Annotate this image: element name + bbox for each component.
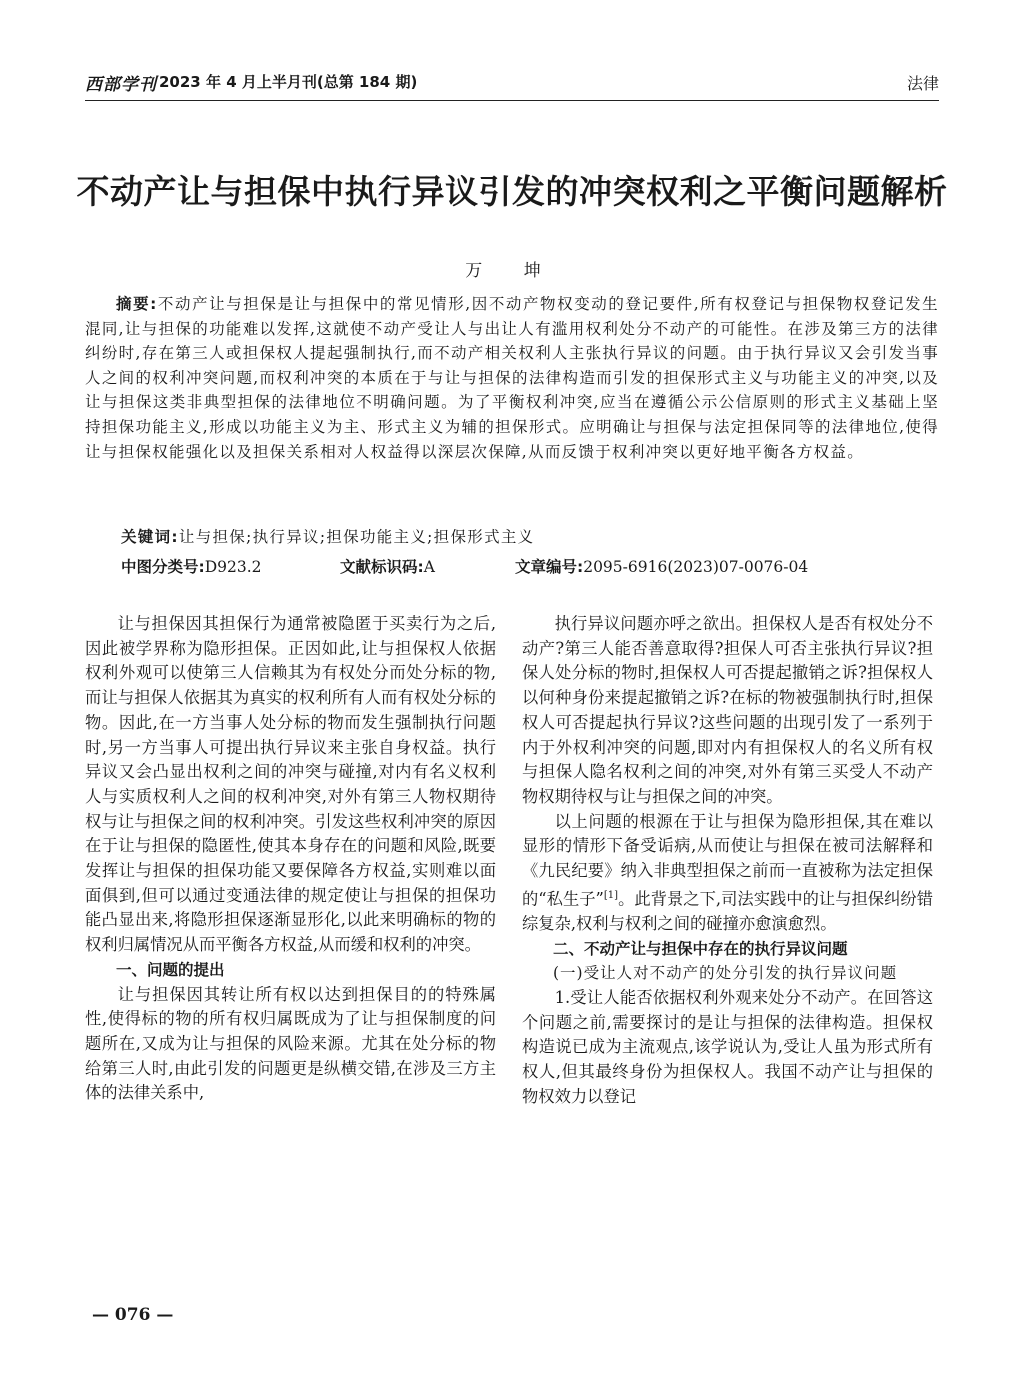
subsection-heading: (一)受让人对不动产的处分引发的执行异议问题: [553, 964, 898, 983]
issue-info: 2023 年 4 月上半月刊(总第 184 期): [159, 73, 418, 91]
doc-code-value: A: [423, 558, 435, 576]
section-heading: 一、问题的提出: [116, 960, 225, 979]
abstract: [85, 292, 939, 464]
clc-value: D923.2: [204, 558, 262, 576]
paragraph: [522, 810, 933, 937]
body-column-right: [522, 612, 933, 1109]
section-name: 法律: [906, 74, 939, 93]
keywords-text: 让与担保;执行异议;担保功能主义;担保形式主义: [178, 528, 535, 546]
paragraph-text: 。此背景之下,司法实践中的让与担保纠纷错综复杂,权利与权利之间的碰撞亦愈演愈烈。: [522, 889, 933, 933]
header-rule: [85, 100, 939, 101]
article-title: 不动产让与担保中执行异议引发的冲突权利之平衡问题解析: [76, 172, 948, 211]
page-number: — 076 —: [92, 1305, 174, 1325]
paragraph: 1.受让人能否依据权利外观来处分不动产。在回答这个问题之前,需要探讨的是让与担保的法律构造。担保权构造说已成为主流观点,该学说认为,受让人虽为形式所有权人,但其最终身份为担保权人。我国不动产让与担保的物权效力以登记: [522, 987, 933, 1106]
journal-logo: 西部学刊: [85, 75, 157, 95]
section-heading: 二、不动产让与担保中存在的执行异议问题: [553, 939, 848, 958]
abstract-text: 不动产让与担保是让与担保中的常见情形,因不动产物权变动的登记要件,所有权登记与担保物权登记发生混同,让与担保的功能难以发挥,这就使不动产受让人与出让人有滥用权利处分不动产的可能性。在涉及第三方的法律纠纷时,存在第三人或担保权人提起强制执行,而不动产相关权利人主张执行异议的问题。由于执行异议又会引发当事人之间的权利冲突问题,而权利冲突的本质在于与让与担保的法律构造而引发的担保形式主义与功能主义的冲突,以及让与担保这类非典型担保的法律地位不明确问题。为了平衡权利冲突,应当在遵循公示公信原则的形式主义基础上坚持担保功能主义,形成以功能主义为主、形式主义为辅的担保形式。应明确让与担保与法定担保同等的法律地位,使得让与担保权能强化以及担保关系相对人权益得以深层次保障,从而反馈于权利冲突以更好地平衡各方权益。: [85, 295, 939, 461]
article-no-value: 2095-6916(2023)07-0076-04: [583, 558, 809, 576]
keywords-label: 关键词:: [121, 528, 179, 546]
clc-label: 中图分类号:: [121, 558, 205, 576]
paragraph: 执行异议问题亦呼之欲出。担保权人是否有权处分不动产?第三人能否善意取得?担保人可否主张执行异议?担保人处分标的物时,担保权人可否提起撤销之诉?担保权人以何种身份来提起撤销之诉?在标的物被强制执行时,担保权人可否提起执行异议?这些问题的出现引发了一系列于内于外权利冲突的问题,即对内有担保权人的名义所有权与担保人隐名权利之间的冲突,对外有第三买受人不动产物权期待权与让与担保之间的冲突。: [522, 614, 933, 806]
article-no-label: 文章编号:: [515, 558, 584, 576]
body-column-left: [85, 612, 496, 1106]
paragraph: 让与担保因其担保行为通常被隐匿于买卖行为之后,因此被学界称为隐形担保。正因如此,让与担保权人依据权利外观可以使第三人信赖其为有权处分而处分标的物,而让与担保人依据其为真实的权利所有人而有权处分标的物。因此,在一方当事人处分标的物而发生强制执行问题时,另一方当事人可提出执行异议来主张自身权益。执行异议又会凸显出权利之间的冲突与碰撞,对内有名义权利人与实质权利人之间的权利冲突,对外有第三人物权期待权与让与担保之间的权利冲突。引发这些权利冲突的原因在于让与担保的隐匿性,使其本身存在的问题和风险,既要发挥让与担保的担保功能又要保障各方权益,实则难以面面俱到,但可以通过变通法律的规定使让与担保的担保功能凸显出来,将隐形担保逐渐显形化,以此来明确标的物的权利归属情况从而平衡各方权益,从而缓和权利的冲突。: [85, 614, 496, 955]
keywords: [121, 525, 534, 547]
paragraph: 让与担保因其转让所有权以达到担保目的的特殊属性,使得标的物的所有权归属既成为了让与担保制度的问题所在,又成为让与担保的风险来源。尤其在处分标的物给第三人时,由此引发的问题更是纵横交错,在涉及三方主体的法律关系中,: [85, 984, 496, 1103]
author: 万 坤: [465, 261, 559, 281]
running-header: [85, 70, 939, 96]
doc-code-label: 文献标识码:: [340, 558, 424, 576]
paragraph-text: 以上问题的根源在于让与担保为隐形担保,其在难以显形的情形下备受诟病,从而使让与担保在被司法解释和《九民纪要》纳入非典型担保之前而一直被称为法定担保的“私生子”: [522, 811, 933, 909]
abstract-label: 摘要:: [116, 295, 158, 313]
classification-line: [121, 555, 921, 577]
citation-ref: [1]: [603, 889, 619, 901]
